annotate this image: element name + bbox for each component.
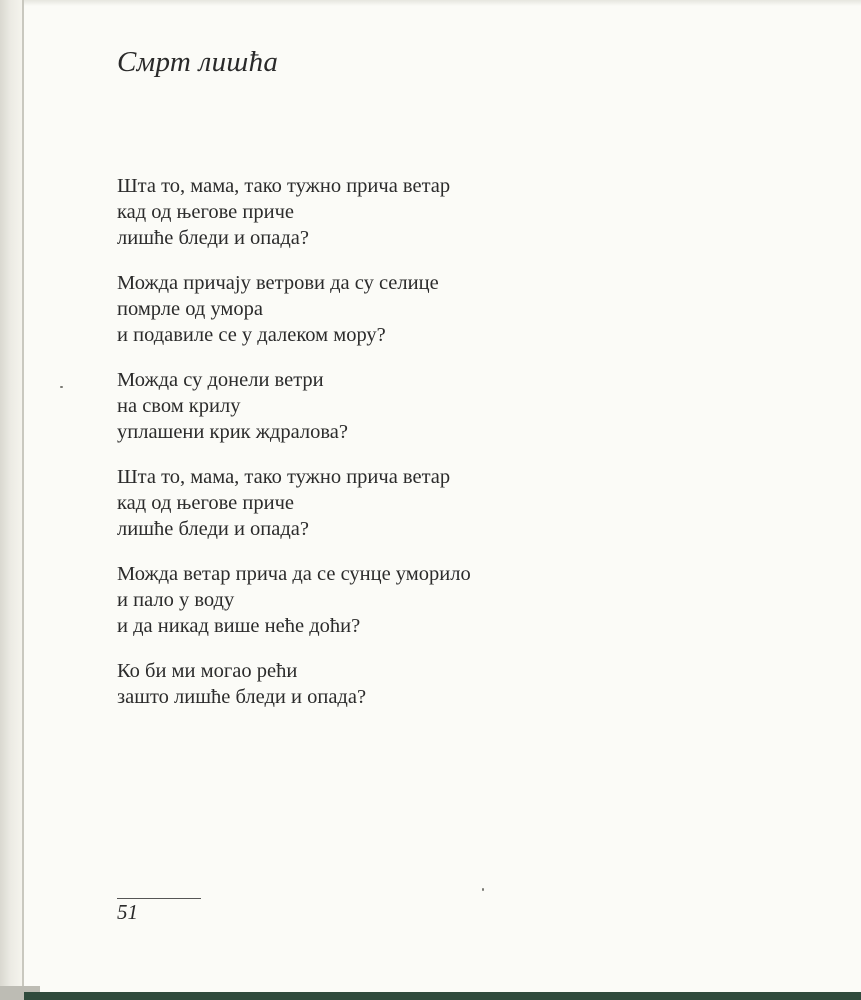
poem-line: Можда су донели ветри: [117, 369, 324, 391]
poem-line: лишће бледи и опада?: [117, 518, 310, 540]
poem-line: Можда ветар прича да се сунце уморило: [117, 563, 471, 585]
cover-bottom-edge: [24, 992, 861, 1000]
poem-line: на свом крилу: [117, 395, 241, 417]
poem-line: зашто лишће бледи и опада?: [117, 686, 367, 708]
poem-line: кад од његове приче: [117, 201, 294, 223]
book-gutter: [0, 0, 24, 1000]
stanza-4: [117, 464, 817, 542]
poem-line: Ко би ми могао рећи: [117, 660, 298, 682]
stanza-5: [117, 561, 817, 639]
poem-body: [117, 173, 817, 729]
poem-line: и да никад више неће доћи?: [117, 615, 361, 637]
poem-line: кад од његове приче: [117, 492, 294, 514]
poem-line: и подавиле се у далеком мору?: [117, 324, 386, 346]
poem-line: Шта то, мама, тако тужно прича ветар: [117, 466, 451, 488]
stanza-2: [117, 270, 817, 348]
page-number: 51: [117, 900, 138, 924]
poem-line: уплашени крик ждралова?: [117, 421, 348, 443]
poem-line: Можда причају ветрови да су селице: [117, 272, 439, 294]
stanza-1: [117, 173, 817, 251]
footer-rule: [117, 898, 201, 899]
poem-line: лишће бледи и опада?: [117, 227, 310, 249]
top-page-shade: [24, 0, 861, 6]
gutter-fold-line: [22, 0, 24, 1000]
paper-speck: [60, 386, 63, 388]
stanza-6: [117, 658, 817, 710]
paper-speck: [482, 888, 484, 891]
poem-line: помрле од умора: [117, 298, 264, 320]
stanza-3: [117, 367, 817, 445]
poem-line: Шта то, мама, тако тужно прича ветар: [117, 175, 451, 197]
poem-line: и пало у воду: [117, 589, 235, 611]
poem-title: Смрт лишћа: [117, 46, 279, 78]
